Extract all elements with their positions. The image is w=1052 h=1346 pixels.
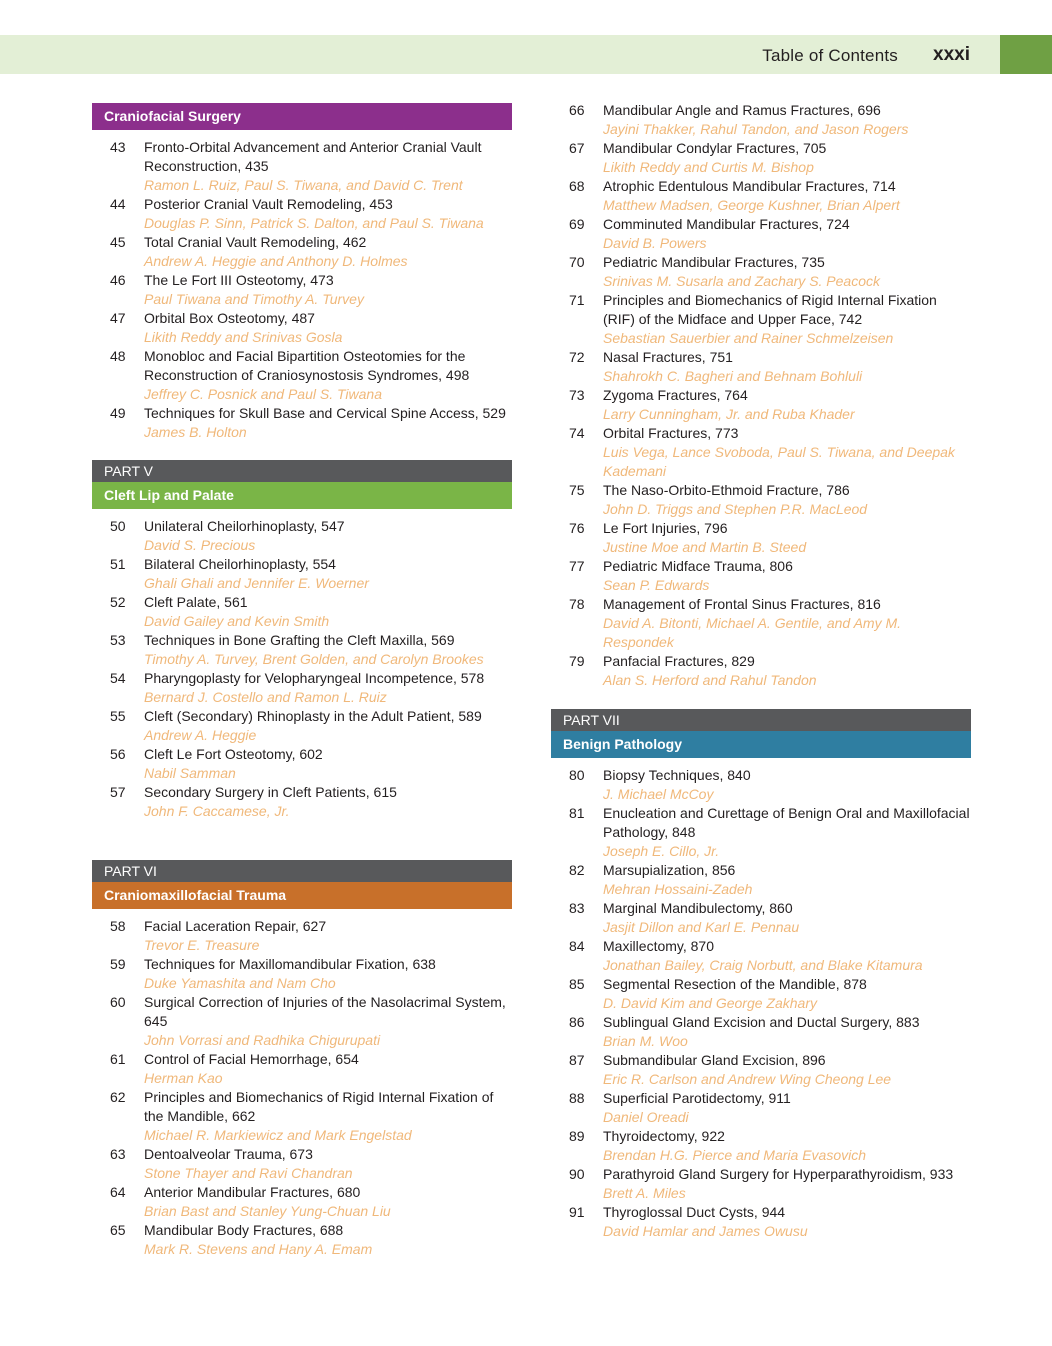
toc-entry[interactable] (551, 652, 971, 690)
entry-list (92, 517, 512, 821)
toc-entry[interactable] (92, 669, 512, 707)
chapter-title: Thyroidectomy, 922 (603, 1128, 725, 1144)
chapter-authors: Justine Moe and Martin B. Steed (603, 539, 807, 555)
chapter-title: Control of Facial Hemorrhage, 654 (144, 1051, 359, 1067)
entry-list (551, 766, 971, 1241)
toc-entry[interactable] (92, 517, 512, 555)
chapter-authors: Ghali Ghali and Jennifer E. Woerner (144, 575, 369, 591)
toc-entry[interactable] (551, 177, 971, 215)
chapter-authors: Andrew A. Heggie and Anthony D. Holmes (144, 253, 408, 269)
chapter-authors: Andrew A. Heggie (144, 727, 257, 743)
chapter-number: 49 (110, 405, 126, 421)
toc-entry[interactable] (92, 783, 512, 821)
toc-entry[interactable] (551, 101, 971, 139)
chapter-authors: Likith Reddy and Srinivas Gosla (144, 329, 343, 345)
chapter-number: 59 (110, 956, 126, 972)
chapter-number: 54 (110, 670, 126, 686)
chapter-authors: Paul Tiwana and Timothy A. Turvey (144, 291, 364, 307)
chapter-number: 79 (569, 653, 585, 669)
chapter-title: Secondary Surgery in Cleft Patients, 615 (144, 784, 397, 800)
chapter-number: 80 (569, 767, 585, 783)
toc-entry[interactable] (92, 707, 512, 745)
chapter-title: Marginal Mandibulectomy, 860 (603, 900, 793, 916)
chapter-authors: Ramon L. Ruiz, Paul S. Tiwana, and David C. Trent (144, 177, 463, 193)
chapter-title: Orbital Box Osteotomy, 487 (144, 310, 315, 326)
chapter-authors: Duke Yamashita and Nam Cho (144, 975, 336, 991)
chapter-title: Superficial Parotidectomy, 911 (603, 1090, 791, 1106)
chapter-number: 77 (569, 558, 585, 574)
chapter-authors: John F. Caccamese, Jr. (144, 803, 290, 819)
section-cleft (92, 460, 512, 821)
chapter-title: Principles and Biomechanics of Rigid Internal Fixation (RIF) of the Midface and Upper Face, 742 (603, 292, 937, 327)
section-pathology (551, 709, 971, 1241)
page-number: xxxi (933, 44, 970, 65)
toc-entry[interactable] (551, 1051, 971, 1089)
toc-entry[interactable] (92, 1221, 512, 1259)
chapter-title: Zygoma Fractures, 764 (603, 387, 748, 403)
running-header-title: Table of Contents (762, 46, 898, 65)
chapter-title: Management of Frontal Sinus Fractures, 816 (603, 596, 881, 612)
chapter-number: 63 (110, 1146, 126, 1162)
toc-entry[interactable] (551, 804, 971, 861)
chapter-authors: Shahrokh C. Bagheri and Behnam Bohluli (603, 368, 863, 384)
chapter-authors: Jasjit Dillon and Karl E. Pennau (603, 919, 800, 935)
toc-entry[interactable] (92, 195, 512, 233)
chapter-authors: J. Michael McCoy (603, 786, 714, 802)
chapter-title: Total Cranial Vault Remodeling, 462 (144, 234, 367, 250)
toc-entry[interactable] (551, 975, 971, 1013)
chapter-authors: Douglas P. Sinn, Patrick S. Dalton, and Paul S. Tiwana (144, 215, 484, 231)
chapter-title: Fronto-Orbital Advancement and Anterior Cranial Vault Reconstruction, 435 (144, 139, 482, 174)
chapter-authors: Stone Thayer and Ravi Chandran (144, 1165, 353, 1181)
toc-entry[interactable] (92, 993, 512, 1050)
chapter-title: Anterior Mandibular Fractures, 680 (144, 1184, 361, 1200)
chapter-authors: Herman Kao (144, 1070, 223, 1086)
toc-entry[interactable] (92, 593, 512, 631)
chapter-number: 76 (569, 520, 585, 536)
entry-list (92, 138, 512, 442)
chapter-number: 69 (569, 216, 585, 232)
chapter-authors: David S. Precious (144, 537, 256, 553)
chapter-title: Posterior Cranial Vault Remodeling, 453 (144, 196, 393, 212)
toc-entry[interactable] (551, 481, 971, 519)
chapter-title: The Naso-Orbito-Ethmoid Fracture, 786 (603, 482, 850, 498)
part-label: PART VI (92, 860, 512, 882)
section-trauma-continued (551, 101, 971, 690)
section-title: Cleft Lip and Palate (92, 482, 512, 509)
chapter-title: The Le Fort III Osteotomy, 473 (144, 272, 334, 288)
chapter-authors: David Hamlar and James Owusu (603, 1223, 808, 1239)
chapter-title: Segmental Resection of the Mandible, 878 (603, 976, 867, 992)
chapter-number: 87 (569, 1052, 585, 1068)
chapter-number: 89 (569, 1128, 585, 1144)
chapter-number: 84 (569, 938, 585, 954)
toc-entry[interactable] (551, 595, 971, 652)
chapter-title: Atrophic Edentulous Mandibular Fractures, 714 (603, 178, 896, 194)
toc-entry[interactable] (551, 1203, 971, 1241)
chapter-authors: Mehran Hossaini-Zadeh (603, 881, 753, 897)
chapter-number: 86 (569, 1014, 585, 1030)
chapter-authors: Matthew Madsen, George Kushner, Brian Alpert (603, 197, 900, 213)
toc-entry[interactable] (551, 519, 971, 557)
toc-entry[interactable] (92, 917, 512, 955)
chapter-number: 46 (110, 272, 126, 288)
chapter-title: Cleft (Secondary) Rhinoplasty in the Adult Patient, 589 (144, 708, 482, 724)
chapter-number: 68 (569, 178, 585, 194)
chapter-number: 55 (110, 708, 126, 724)
toc-entry[interactable] (551, 1089, 971, 1127)
chapter-number: 56 (110, 746, 126, 762)
toc-entry[interactable] (92, 555, 512, 593)
chapter-title: Panfacial Fractures, 829 (603, 653, 755, 669)
section-title: Craniofacial Surgery (92, 103, 512, 130)
chapter-authors: Mark R. Stevens and Hany A. Emam (144, 1241, 373, 1257)
toc-entry[interactable] (551, 1127, 971, 1165)
toc-entry[interactable] (92, 955, 512, 993)
chapter-title: Mandibular Angle and Ramus Fractures, 696 (603, 102, 881, 118)
toc-entry[interactable] (551, 1013, 971, 1051)
chapter-title: Marsupialization, 856 (603, 862, 736, 878)
toc-entry[interactable] (551, 348, 971, 386)
chapter-authors: Nabil Samman (144, 765, 236, 781)
toc-entry[interactable] (551, 1165, 971, 1203)
toc-entry[interactable] (92, 404, 512, 442)
toc-entry[interactable] (551, 557, 971, 595)
section-title: Benign Pathology (551, 731, 971, 758)
chapter-authors: Srinivas M. Susarla and Zachary S. Peacock (603, 273, 881, 289)
chapter-authors: Brendan H.G. Pierce and Maria Evasovich (603, 1147, 867, 1163)
chapter-number: 71 (569, 292, 585, 308)
chapter-title: Techniques for Skull Base and Cervical Spine Access, 529 (144, 405, 506, 421)
toc-entry[interactable] (92, 1088, 512, 1145)
chapter-title: Facial Laceration Repair, 627 (144, 918, 327, 934)
chapter-number: 73 (569, 387, 585, 403)
chapter-authors: Jonathan Bailey, Craig Norbutt, and Blake Kitamura (603, 957, 923, 973)
chapter-number: 50 (110, 518, 126, 534)
chapter-number: 53 (110, 632, 126, 648)
chapter-title: Surgical Correction of Injuries of the Nasolacrimal System, 645 (144, 994, 506, 1029)
chapter-authors: Larry Cunningham, Jr. and Ruba Khader (603, 406, 855, 422)
toc-entry[interactable] (92, 745, 512, 783)
chapter-title: Maxillectomy, 870 (603, 938, 715, 954)
chapter-title: Monobloc and Facial Bipartition Osteotomies for the Reconstruction of Craniosynostosis Syndromes, 498 (144, 348, 470, 383)
chapter-title: Unilateral Cheilorhinoplasty, 547 (144, 518, 345, 534)
toc-entry[interactable] (551, 899, 971, 937)
chapter-authors: James B. Holton (144, 424, 247, 440)
section-title: Craniomaxillofacial Trauma (92, 882, 512, 909)
chapter-number: 64 (110, 1184, 126, 1200)
toc-entry[interactable] (92, 347, 512, 404)
chapter-title: Cleft Le Fort Osteotomy, 602 (144, 746, 323, 762)
toc-entry[interactable] (92, 1050, 512, 1088)
chapter-title: Thyroglossal Duct Cysts, 944 (603, 1204, 786, 1220)
chapter-number: 65 (110, 1222, 126, 1238)
chapter-authors: Bernard J. Costello and Ramon L. Ruiz (144, 689, 387, 705)
chapter-title: Pediatric Mandibular Fractures, 735 (603, 254, 825, 270)
chapter-authors: Alan S. Herford and Rahul Tandon (603, 672, 817, 688)
section-craniofacial (92, 103, 512, 442)
chapter-authors: Jeffrey C. Posnick and Paul S. Tiwana (144, 386, 382, 402)
chapter-authors: Brian Bast and Stanley Yung-Chuan Liu (144, 1203, 391, 1219)
chapter-title: Enucleation and Curettage of Benign Oral and Maxillofacial Pathology, 848 (603, 805, 970, 840)
chapter-title: Biopsy Techniques, 840 (603, 767, 751, 783)
chapter-number: 67 (569, 140, 585, 156)
chapter-authors: Eric R. Carlson and Andrew Wing Cheong Lee (603, 1071, 892, 1087)
chapter-authors: Michael R. Markiewicz and Mark Engelstad (144, 1127, 412, 1143)
chapter-authors: Brian M. Woo (603, 1033, 688, 1049)
chapter-number: 44 (110, 196, 126, 212)
chapter-number: 75 (569, 482, 585, 498)
chapter-title: Cleft Palate, 561 (144, 594, 248, 610)
chapter-number: 78 (569, 596, 585, 612)
chapter-number: 72 (569, 349, 585, 365)
chapter-number: 51 (110, 556, 126, 572)
toc-entry[interactable] (551, 766, 971, 804)
chapter-authors: Sean P. Edwards (603, 577, 710, 593)
chapter-authors: D. David Kim and George Zakhary (603, 995, 817, 1011)
chapter-number: 88 (569, 1090, 585, 1106)
chapter-title: Techniques in Bone Grafting the Cleft Maxilla, 569 (144, 632, 455, 648)
chapter-number: 43 (110, 139, 126, 155)
chapter-authors: David A. Bitonti, Michael A. Gentile, and Amy M. Respondek (603, 615, 902, 650)
chapter-title: Techniques for Maxillomandibular Fixation, 638 (144, 956, 436, 972)
chapter-authors: Brett A. Miles (603, 1185, 686, 1201)
chapter-authors: Sebastian Sauerbier and Rainer Schmelzeisen (603, 330, 894, 346)
toc-entry[interactable] (92, 233, 512, 271)
chapter-number: 70 (569, 254, 585, 270)
chapter-number: 60 (110, 994, 126, 1010)
chapter-title: Pediatric Midface Trauma, 806 (603, 558, 793, 574)
chapter-number: 81 (569, 805, 585, 821)
page-tab-marker (1000, 35, 1052, 74)
toc-entry[interactable] (551, 424, 971, 481)
chapter-number: 52 (110, 594, 126, 610)
chapter-title: Principles and Biomechanics of Rigid Internal Fixation of the Mandible, 662 (144, 1089, 494, 1124)
chapter-authors: David Gailey and Kevin Smith (144, 613, 330, 629)
toc-entry[interactable] (92, 631, 512, 669)
chapter-authors: John D. Triggs and Stephen P.R. MacLeod (603, 501, 868, 517)
toc-entry[interactable] (92, 271, 512, 309)
chapter-authors: Daniel Oreadi (603, 1109, 689, 1125)
chapter-title: Parathyroid Gland Surgery for Hyperparathyroidism, 933 (603, 1166, 954, 1182)
chapter-title: Sublingual Gland Excision and Ductal Surgery, 883 (603, 1014, 920, 1030)
toc-entry[interactable] (92, 138, 512, 195)
chapter-number: 90 (569, 1166, 585, 1182)
chapter-number: 82 (569, 862, 585, 878)
chapter-title: Mandibular Condylar Fractures, 705 (603, 140, 827, 156)
part-label: PART V (92, 460, 512, 482)
toc-entry[interactable] (551, 253, 971, 291)
chapter-title: Dentoalveolar Trauma, 673 (144, 1146, 313, 1162)
chapter-title: Pharyngoplasty for Velopharyngeal Incompetence, 578 (144, 670, 485, 686)
chapter-number: 91 (569, 1204, 585, 1220)
chapter-authors: Joseph E. Cillo, Jr. (603, 843, 720, 859)
chapter-number: 83 (569, 900, 585, 916)
chapter-number: 58 (110, 918, 126, 934)
toc-entry[interactable] (92, 1145, 512, 1183)
chapter-title: Le Fort Injuries, 796 (603, 520, 728, 536)
chapter-title: Orbital Fractures, 773 (603, 425, 739, 441)
chapter-authors: John Vorrasi and Radhika Chigurupati (144, 1032, 381, 1048)
toc-entry[interactable] (92, 1183, 512, 1221)
chapter-number: 61 (110, 1051, 126, 1067)
chapter-authors: Jayini Thakker, Rahul Tandon, and Jason Rogers (603, 121, 909, 137)
chapter-title: Mandibular Body Fractures, 688 (144, 1222, 344, 1238)
chapter-authors: Timothy A. Turvey, Brent Golden, and Carolyn Brookes (144, 651, 484, 667)
chapter-title: Nasal Fractures, 751 (603, 349, 733, 365)
chapter-title: Submandibular Gland Excision, 896 (603, 1052, 826, 1068)
chapter-number: 85 (569, 976, 585, 992)
chapter-number: 45 (110, 234, 126, 250)
chapter-authors: Luis Vega, Lance Svoboda, Paul S. Tiwana, and Deepak Kademani (603, 444, 955, 479)
toc-entry[interactable] (551, 861, 971, 899)
toc-entry[interactable] (92, 309, 512, 347)
chapter-title: Comminuted Mandibular Fractures, 724 (603, 216, 850, 232)
chapter-authors: Trevor E. Treasure (144, 937, 260, 953)
toc-entry[interactable] (551, 139, 971, 177)
chapter-number: 74 (569, 425, 585, 441)
chapter-number: 62 (110, 1089, 126, 1105)
toc-entry[interactable] (551, 386, 971, 424)
chapter-title: Bilateral Cheilorhinoplasty, 554 (144, 556, 336, 572)
toc-entry[interactable] (551, 291, 971, 348)
chapter-number: 66 (569, 102, 585, 118)
chapter-number: 47 (110, 310, 126, 326)
section-trauma (92, 860, 512, 1259)
toc-entry[interactable] (551, 215, 971, 253)
chapter-number: 48 (110, 348, 126, 364)
entry-list (551, 101, 971, 690)
chapter-number: 57 (110, 784, 126, 800)
chapter-authors: David B. Powers (603, 235, 707, 251)
chapter-authors: Likith Reddy and Curtis M. Bishop (603, 159, 814, 175)
toc-entry[interactable] (551, 937, 971, 975)
part-label: PART VII (551, 709, 971, 731)
entry-list (92, 917, 512, 1259)
